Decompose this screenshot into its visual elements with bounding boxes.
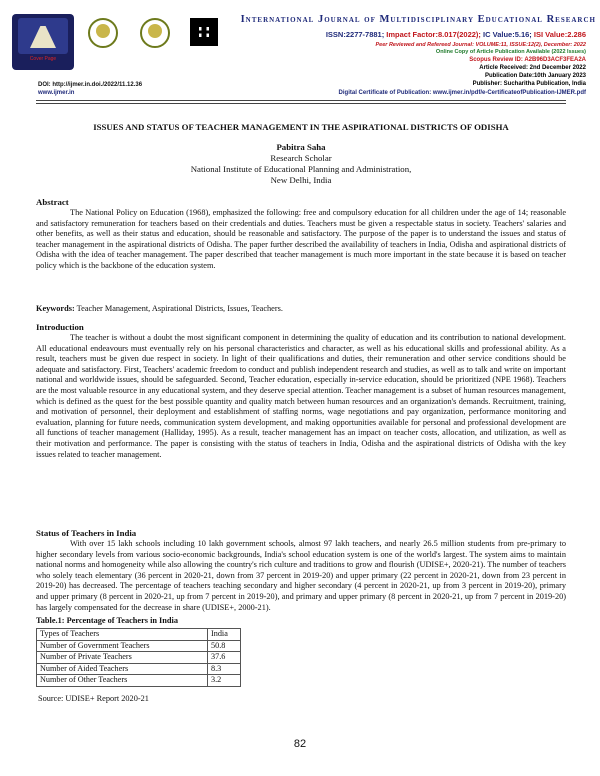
certificate-link[interactable]: Digital Certificate of Publication: www.ijmer.in/pdf/e-CertificateofPublication-IJMER.pdf: [338, 90, 586, 96]
online-copy-line: Online Copy of Article Publication Available (2022 Issues): [435, 49, 586, 55]
header-rule-2: [36, 103, 566, 104]
issn-line: [326, 30, 586, 39]
emblem-center: [148, 24, 162, 38]
scopus-id-line: Scopus Review ID: A2B96D3ACF3FEA2A: [469, 57, 586, 63]
table-row: [37, 640, 241, 652]
abstract-text: The National Policy on Education (1968), emphasized the following: free and compulsory education for all children under the age of 14; reasonable and satisfactory remuneration for teachers based on their credentials and duties. Teachers must be given a respectable status in society. Teachers' salaries and other benefits, as well as their status and education, should be reasonable and satisfactory. The purpose of the paper is to understand the issues and status of teacher management in the aspirational districts of Odisha. The paper further described the availability of teachers in India, Odisha and aspirational districts of Odisha with the idea of teacher management. The paper described that teacher management is much more important in the state because it is based on teacher policy which is the backbone of the education system.: [36, 208, 566, 270]
table-row: [37, 675, 241, 687]
table-header-india: India: [208, 629, 241, 641]
status-heading: Status of Teachers in India: [36, 528, 137, 538]
affiliation-line-1: Research Scholar: [270, 153, 332, 163]
introduction-body: [36, 333, 566, 460]
abstract-body: [36, 208, 566, 272]
status-body: [36, 539, 566, 613]
paper-title: ISSUES AND STATUS OF TEACHER MANAGEMENT IN THE ASPIRATIONAL DISTRICTS OF ODISHA: [93, 122, 509, 132]
website-link[interactable]: www.ijmer.in: [38, 90, 75, 96]
table-cell-type: Number of Other Teachers: [37, 675, 208, 687]
table-row: [37, 652, 241, 664]
page-number: 82: [293, 738, 307, 750]
table-cell-type: Number of Government Teachers: [37, 640, 208, 652]
keywords: [36, 304, 566, 315]
issn-text: ISSN:2277-7881;: [325, 30, 387, 39]
header-rule: [36, 100, 566, 101]
table-cell-value: 3.2: [208, 675, 241, 687]
seal-center: [96, 24, 110, 38]
qr-code-icon: [190, 18, 218, 46]
keywords-label: Keywords:: [36, 304, 75, 313]
table-caption: Table.1: Percentage of Teachers in India: [36, 616, 178, 625]
logo-caption: Cover Page: [29, 56, 57, 62]
table-cell-type: Number of Private Teachers: [37, 652, 208, 664]
affiliation-line-2: National Institute of Educational Planning and Administration,: [190, 164, 412, 174]
table-row: [37, 663, 241, 675]
status-text: With over 15 lakh schools including 10 lakh government schools, almost 97 lakh teachers, and nearly 26.5 million students from pre-primary to higher secondary levels from various socio-economic backgrounds, India's school education system is one of the world's largest. The system aims to maintain national norms and homogeneity while also allowing the country's rich culture and traditions to grow and flourish (UDISE+, 2020-21). The number of teachers who solely teach elementary (36 percent in 2020-21, down from 37 percent in 2019-20) and upper primary (22 percent in 2020-21, down from 23 percent in 2019-20) has decreased. The percentage of teachers teaching secondary and higher secondary (4 percent in 2020-21, up from 3 percent in 2019-20), primary and upper primary (8 percent in 2020-21, up from 7 percent in 2019-20), and primary and upper primary (8 percent in 2020-21, up from 7 percent in 2019-20) has largely compensated for the decrease in share (UDISE+, 2000-21).: [36, 539, 566, 612]
table-cell-value: 37.6: [208, 652, 241, 664]
impact-factor-text: Impact Factor:8.017(2022);: [386, 30, 484, 39]
table-cell-value: 50.8: [208, 640, 241, 652]
author-name: Pabitra Saha: [276, 142, 326, 152]
journal-title: International Journal of Multidisciplinary Educational Research: [240, 14, 596, 25]
table-header-row: [37, 629, 241, 641]
doi-link[interactable]: DOI: http://ijmer.in.doi./2022/11.12.36: [38, 82, 143, 88]
isi-value-text: ISI Value:2.286: [533, 30, 586, 39]
received-date-line: Article Received: 2nd December 2022: [479, 65, 586, 71]
publisher-line: Publisher: Sucharitha Publication, India: [472, 81, 586, 87]
peer-review-line: Peer Reviewed and Refereed Journal: VOLUME:11, ISSUE:12(2), December: 2022: [375, 42, 586, 48]
introduction-heading: Introduction: [36, 322, 84, 332]
table-header-type: Types of Teachers: [37, 629, 208, 641]
table-source: Source: UDISE+ Report 2020-21: [38, 694, 149, 703]
introduction-text: The teacher is without a doubt the most significant component in determining the quality of education and its contribution to national development. All educational endeavours must eventually rely on his personal characteristics and character, as well as his educational skills and professional ability. As a result, teachers must be given due respect in society. In light of their qualifications and duties, their remuneration and other service conditions should be adequate and satisfactory. First, Teachers' academic freedom to conduct and publish independent research and studies, as well as to talk and write on important national and worldwide issues, should be safeguarded. Second, Teacher education, especially in-service education, should be prioritized (NPE 1968). Teachers are the most valuable resource in any educational system, and they deserve special attention. Teacher management is a subset of human resources management, which is defined as the quest for the best possible quantity and quality match between human resources and an organization's demands. Recruitment, training, and motivation of personnel, their deployment and establishment of staffing norms, wage negotiations and pay organization, performance monitoring and evaluation, planning for future needs, communication system development, and making opportunities available for personal and professional development are all functions of teacher management (Halliday, 1995). As a result, teacher management has an impact on teacher costs, allocation, and utilization, as well as their motivation and performance. The paper is consisting with the status of teachers in India, Odisha and the aspirational districts of Odisha with the key issues related to teacher management.: [36, 333, 566, 459]
abstract-heading: Abstract: [36, 197, 69, 207]
table-cell-type: Number of Aided Teachers: [37, 663, 208, 675]
keywords-text: Teacher Management, Aspirational Districts, Issues, Teachers.: [74, 304, 283, 313]
table-cell-value: 8.3: [208, 663, 241, 675]
teachers-table: [36, 628, 241, 687]
affiliation-line-3: New Delhi, India: [270, 175, 332, 185]
ic-value-text: IC Value:5.16;: [483, 30, 534, 39]
publication-date-line: Publication Date:10th January 2023: [484, 73, 586, 79]
